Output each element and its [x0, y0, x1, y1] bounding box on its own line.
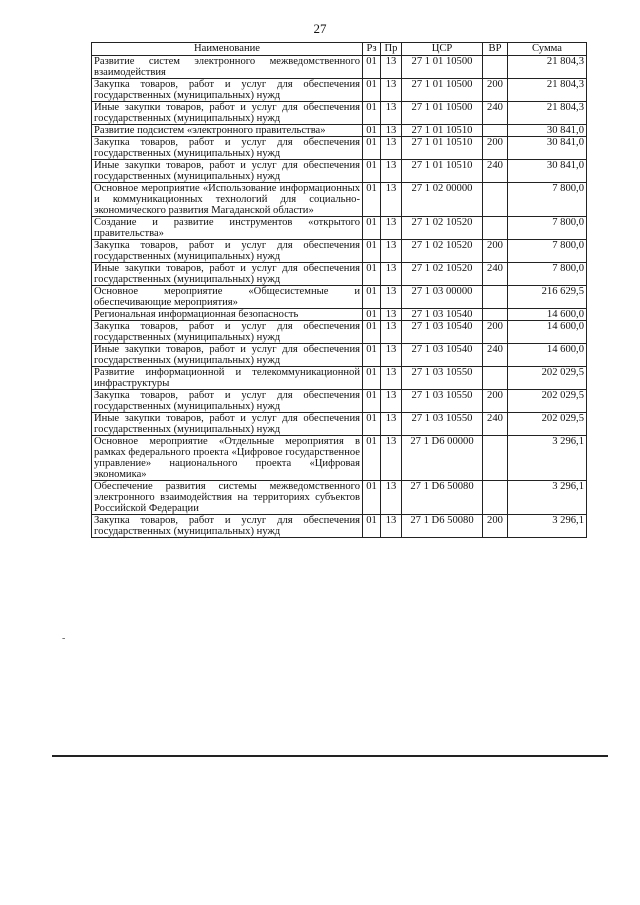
cell-target-article: 27 1 03 10540: [402, 344, 483, 367]
table-row: [92, 481, 587, 515]
header-expense-type: ВР: [483, 43, 508, 56]
cell-expense-type: 240: [483, 413, 508, 436]
cell-section: 01: [363, 390, 381, 413]
cell-section: 01: [363, 481, 381, 515]
cell-subsection: 13: [381, 481, 402, 515]
footer-rule: [52, 755, 608, 757]
cell-target-article: 27 1 01 10510: [402, 125, 483, 137]
table-row: [92, 321, 587, 344]
cell-amount: 14 600,0: [508, 321, 587, 344]
table-row: [92, 79, 587, 102]
cell-expense-type: 240: [483, 263, 508, 286]
cell-amount: 14 600,0: [508, 344, 587, 367]
cell-name: Развитие систем электронного межведомственного взаимодействия: [92, 56, 363, 79]
cell-target-article: 27 1 D6 00000: [402, 436, 483, 481]
cell-amount: 3 296,1: [508, 481, 587, 515]
cell-amount: 21 804,3: [508, 102, 587, 125]
cell-section: 01: [363, 240, 381, 263]
cell-expense-type: 200: [483, 240, 508, 263]
cell-expense-type: [483, 217, 508, 240]
cell-section: 01: [363, 309, 381, 321]
table-row: [92, 515, 587, 538]
cell-name: Закупка товаров, работ и услуг для обеспечения государственных (муниципальных) нужд: [92, 79, 363, 102]
cell-amount: 21 804,3: [508, 79, 587, 102]
table-row: [92, 240, 587, 263]
cell-name: Развитие информационной и телекоммуникационной инфраструктуры: [92, 367, 363, 390]
cell-amount: 3 296,1: [508, 436, 587, 481]
cell-amount: 3 296,1: [508, 515, 587, 538]
table-row: [92, 436, 587, 481]
header-section: Рз: [363, 43, 381, 56]
header-target-article: ЦСР: [402, 43, 483, 56]
cell-section: 01: [363, 344, 381, 367]
stray-mark: -: [62, 633, 66, 644]
table-row: [92, 183, 587, 217]
cell-subsection: 13: [381, 321, 402, 344]
cell-target-article: 27 1 03 10550: [402, 367, 483, 390]
cell-name: Закупка товаров, работ и услуг для обеспечения государственных (муниципальных) нужд: [92, 390, 363, 413]
cell-amount: 202 029,5: [508, 367, 587, 390]
cell-section: 01: [363, 137, 381, 160]
cell-target-article: 27 1 01 10500: [402, 79, 483, 102]
cell-subsection: 13: [381, 79, 402, 102]
cell-subsection: 13: [381, 160, 402, 183]
cell-name: Основное мероприятие «Общесистемные и обеспечивающие мероприятия»: [92, 286, 363, 309]
table-row: [92, 217, 587, 240]
cell-amount: 7 800,0: [508, 183, 587, 217]
cell-section: 01: [363, 515, 381, 538]
header-subsection: Пр: [381, 43, 402, 56]
table-row: [92, 413, 587, 436]
cell-subsection: 13: [381, 436, 402, 481]
table-header-row: [92, 43, 587, 56]
cell-target-article: 27 1 01 10500: [402, 102, 483, 125]
cell-expense-type: [483, 367, 508, 390]
cell-subsection: 13: [381, 56, 402, 79]
cell-subsection: 13: [381, 125, 402, 137]
cell-subsection: 13: [381, 344, 402, 367]
cell-section: 01: [363, 79, 381, 102]
cell-name: Основное мероприятие «Отдельные мероприятия в рамках федерального проекта «Цифровое государственное управление» национального проекта «Цифровая экономика»: [92, 436, 363, 481]
cell-expense-type: [483, 183, 508, 217]
cell-section: 01: [363, 263, 381, 286]
cell-target-article: 27 1 03 10550: [402, 390, 483, 413]
cell-subsection: 13: [381, 515, 402, 538]
cell-section: 01: [363, 56, 381, 79]
cell-name: Закупка товаров, работ и услуг для обеспечения государственных (муниципальных) нужд: [92, 240, 363, 263]
cell-target-article: 27 1 02 00000: [402, 183, 483, 217]
table-row: [92, 56, 587, 79]
cell-name: Закупка товаров, работ и услуг для обеспечения государственных (муниципальных) нужд: [92, 321, 363, 344]
cell-expense-type: 200: [483, 515, 508, 538]
cell-target-article: 27 1 02 10520: [402, 263, 483, 286]
cell-target-article: 27 1 01 10500: [402, 56, 483, 79]
cell-expense-type: 240: [483, 344, 508, 367]
cell-amount: 216 629,5: [508, 286, 587, 309]
cell-expense-type: [483, 56, 508, 79]
cell-name: Закупка товаров, работ и услуг для обеспечения государственных (муниципальных) нужд: [92, 515, 363, 538]
cell-target-article: 27 1 01 10510: [402, 137, 483, 160]
table-row: [92, 160, 587, 183]
cell-amount: 21 804,3: [508, 56, 587, 79]
cell-amount: 7 800,0: [508, 240, 587, 263]
cell-target-article: 27 1 03 00000: [402, 286, 483, 309]
cell-subsection: 13: [381, 367, 402, 390]
cell-subsection: 13: [381, 240, 402, 263]
cell-section: 01: [363, 102, 381, 125]
cell-subsection: 13: [381, 286, 402, 309]
table-row: [92, 390, 587, 413]
cell-expense-type: 240: [483, 102, 508, 125]
table-row: [92, 344, 587, 367]
cell-target-article: 27 1 03 10550: [402, 413, 483, 436]
cell-subsection: 13: [381, 137, 402, 160]
cell-subsection: 13: [381, 309, 402, 321]
cell-subsection: 13: [381, 263, 402, 286]
cell-target-article: 27 1 02 10520: [402, 240, 483, 263]
cell-expense-type: [483, 309, 508, 321]
cell-target-article: 27 1 01 10510: [402, 160, 483, 183]
cell-section: 01: [363, 217, 381, 240]
cell-target-article: 27 1 D6 50080: [402, 515, 483, 538]
cell-section: 01: [363, 413, 381, 436]
budget-table: [91, 42, 587, 538]
cell-section: 01: [363, 286, 381, 309]
table-row: [92, 286, 587, 309]
cell-name: Развитие подсистем «электронного правительства»: [92, 125, 363, 137]
cell-target-article: 27 1 03 10540: [402, 309, 483, 321]
cell-section: 01: [363, 321, 381, 344]
cell-section: 01: [363, 160, 381, 183]
cell-subsection: 13: [381, 183, 402, 217]
cell-amount: 7 800,0: [508, 217, 587, 240]
table-row: [92, 309, 587, 321]
cell-expense-type: 200: [483, 79, 508, 102]
cell-expense-type: 240: [483, 160, 508, 183]
cell-expense-type: [483, 125, 508, 137]
header-name: Наименование: [92, 43, 363, 56]
cell-name: Обеспечение развития системы межведомственного электронного взаимодействия на территориях субъектов Российской Федерации: [92, 481, 363, 515]
cell-expense-type: 200: [483, 390, 508, 413]
cell-target-article: 27 1 02 10520: [402, 217, 483, 240]
cell-expense-type: 200: [483, 321, 508, 344]
cell-subsection: 13: [381, 413, 402, 436]
cell-amount: 30 841,0: [508, 160, 587, 183]
table-row: [92, 137, 587, 160]
cell-name: Иные закупки товаров, работ и услуг для обеспечения государственных (муниципальных) нужд: [92, 413, 363, 436]
cell-expense-type: [483, 286, 508, 309]
header-amount: Сумма: [508, 43, 587, 56]
table-row: [92, 125, 587, 137]
cell-amount: 202 029,5: [508, 413, 587, 436]
table-body: [92, 56, 587, 538]
cell-target-article: 27 1 03 10540: [402, 321, 483, 344]
cell-name: Иные закупки товаров, работ и услуг для обеспечения государственных (муниципальных) нужд: [92, 344, 363, 367]
table-row: [92, 263, 587, 286]
cell-name: Основное мероприятие «Использование информационных и коммуникационных технологий для социально-экономического развития Магаданской области»: [92, 183, 363, 217]
cell-name: Иные закупки товаров, работ и услуг для обеспечения государственных (муниципальных) нужд: [92, 263, 363, 286]
cell-target-article: 27 1 D6 50080: [402, 481, 483, 515]
page-number: 27: [313, 21, 327, 36]
cell-expense-type: [483, 481, 508, 515]
table-row: [92, 102, 587, 125]
cell-amount: 30 841,0: [508, 137, 587, 160]
cell-amount: 30 841,0: [508, 125, 587, 137]
cell-expense-type: 200: [483, 137, 508, 160]
cell-name: Иные закупки товаров, работ и услуг для обеспечения государственных (муниципальных) нужд: [92, 102, 363, 125]
cell-name: Иные закупки товаров, работ и услуг для обеспечения государственных (муниципальных) нужд: [92, 160, 363, 183]
cell-amount: 202 029,5: [508, 390, 587, 413]
cell-section: 01: [363, 367, 381, 390]
cell-amount: 14 600,0: [508, 309, 587, 321]
cell-subsection: 13: [381, 102, 402, 125]
cell-name: Создание и развитие инструментов «открытого правительства»: [92, 217, 363, 240]
cell-name: Закупка товаров, работ и услуг для обеспечения государственных (муниципальных) нужд: [92, 137, 363, 160]
cell-name: Региональная информационная безопасность: [92, 309, 363, 321]
cell-section: 01: [363, 436, 381, 481]
cell-subsection: 13: [381, 217, 402, 240]
cell-section: 01: [363, 183, 381, 217]
cell-subsection: 13: [381, 390, 402, 413]
table-row: [92, 367, 587, 390]
cell-expense-type: [483, 436, 508, 481]
cell-amount: 7 800,0: [508, 263, 587, 286]
cell-section: 01: [363, 125, 381, 137]
